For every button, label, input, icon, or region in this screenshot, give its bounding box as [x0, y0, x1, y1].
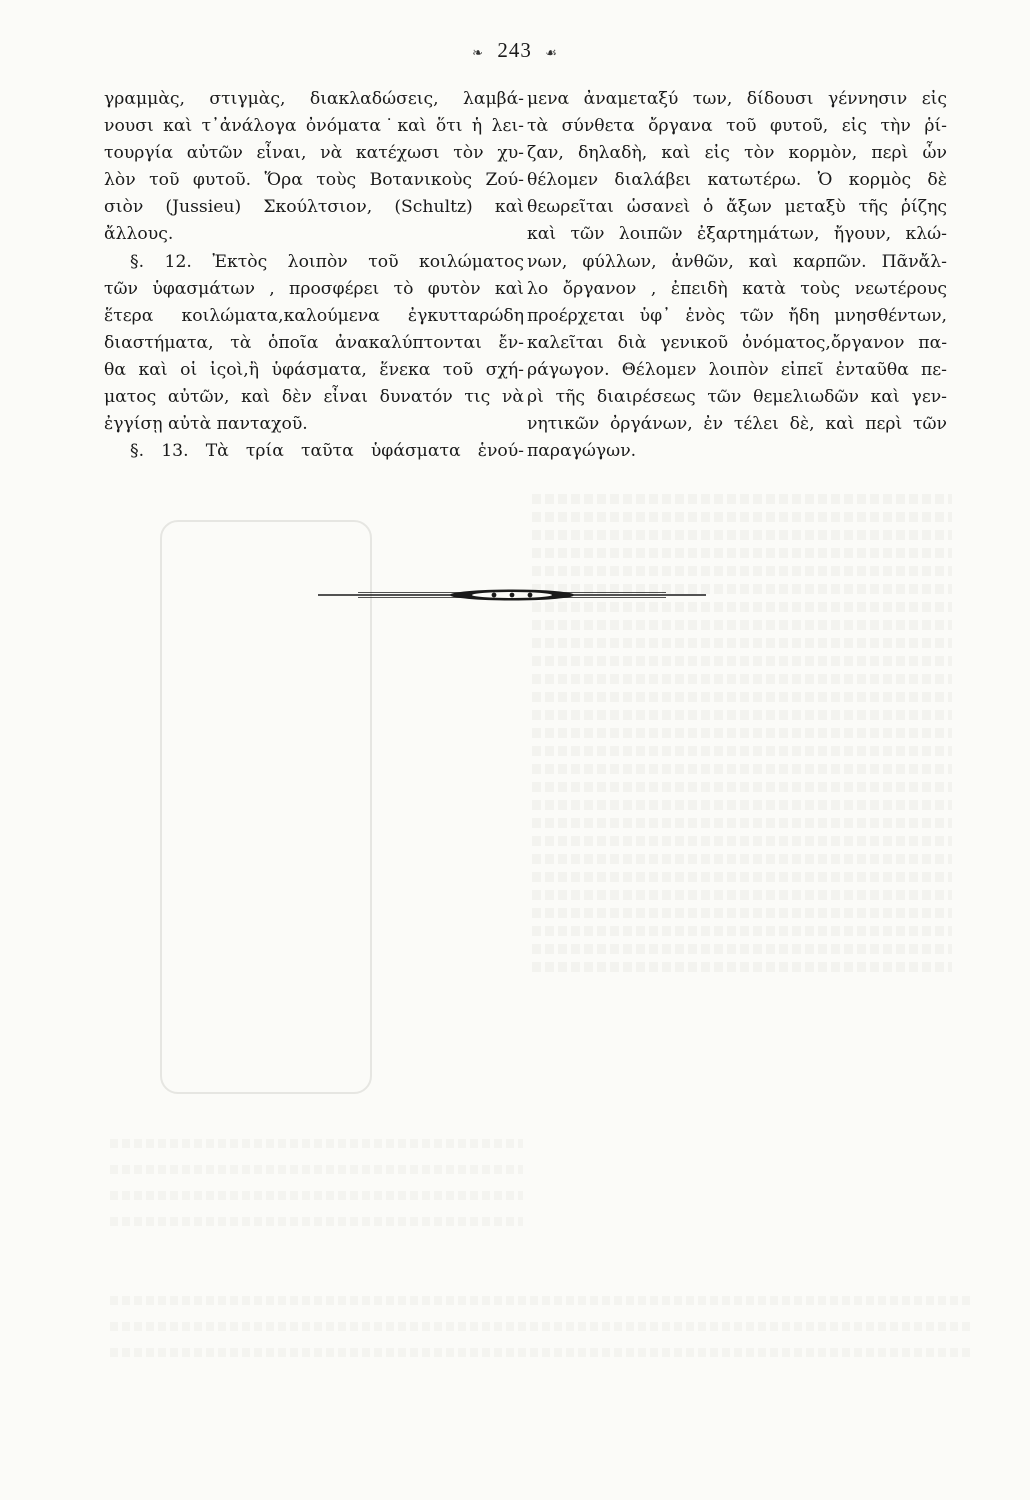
text-line: παραγώγων. [527, 441, 637, 462]
text-line: καλεῖται διὰ γενικοῦ ὀνόματος,ὄργανον πα- [527, 332, 947, 353]
text-line: τουργία αὐτῶν εἶναι, νὰ κατέχωσι τὸν χυ- [104, 143, 524, 164]
text-line: θα καὶ οἱ ἰςοὶ,ἢ ὑφάσματα, ἕνεκα τοῦ σχή- [104, 359, 524, 380]
ornamental-divider [318, 588, 706, 602]
section-13-heading-line: §. 13. Τὰ τρία ταῦτα ὑφάσματα ἑνού- [130, 441, 524, 462]
text-line: θέλομεν διαλάβει κατωτέρω. Ὁ κορμὸς δὲ [527, 170, 947, 191]
text-line: λὸν τοῦ φυτοῦ. Ὅρα τοὺς Βοτανικοὺς Ζού- [104, 170, 524, 191]
right-text-column [527, 86, 947, 465]
text-line: θεωρεῖται ὡσανεὶ ὁ ἄξων μεταξὺ τῆς ῥίζης [527, 197, 947, 218]
text-line: καὶ τῶν λοιπῶν ἐξαρτημάτων, ἤγουν, κλώ- [527, 224, 947, 245]
reverse-side-figure-bleed [160, 520, 372, 1094]
text-line: ἐγγίσῃ αὐτὰ πανταχοῦ. [104, 414, 308, 435]
text-line: ρὶ τῆς διαιρέσεως τῶν θεμελιωδῶν καὶ γεν- [527, 387, 947, 408]
text-line: ματος αὐτῶν, καὶ δὲν εἶναι δυνατόν τις νὰ [104, 387, 524, 408]
text-line: μενα ἀναμεταξύ των, δίδουσι γέννησιν εἰς [527, 89, 947, 109]
section-12-heading-line: §. 12. Ἐκτὸς λοιπὸν τοῦ κοιλώματος [130, 251, 524, 272]
text-line: ζαν, δηλαδὴ, καὶ εἰς τὸν κορμὸν, περὶ ὧν [527, 143, 947, 164]
text-line: ράγωγον. Θέλομεν λοιπὸν εἰπεῖ ἐνταῦθα πε- [527, 359, 947, 380]
text-line: νουσι καὶ τ᾽ἀνάλογα ὀνόματα˙καὶ ὅτι ἡ λει- [104, 116, 524, 137]
text-line: τὰ σύνθετα ὄργανα τοῦ φυτοῦ, εἰς τὴν ῥί- [527, 116, 947, 137]
header-ornament-right-icon: ☙ [545, 46, 558, 61]
text-line: λο ὄργανον , ἐπειδὴ κατὰ τοὺς νεωτέρους [527, 278, 947, 299]
text-line: ἄλλους. [104, 224, 174, 245]
text-line: προέρχεται ὑφ᾽ ἑνὸς τῶν ἤδη μνησθέντων, [527, 305, 947, 326]
page-number: 243 [497, 38, 532, 62]
reverse-side-footer-bleed [110, 1122, 970, 1372]
left-text-column [104, 86, 524, 465]
text-line: σιὸν (Jussieu) Σκούλτσιον, (Schultz) καὶ [104, 197, 524, 218]
page-header [0, 38, 1030, 63]
text-line: διαστήματα, τὰ ὁποῖα ἀνακαλύπτονται ἔν- [104, 332, 524, 353]
text-line: γραμμὰς, στιγμὰς, διακλαδώσεις, λαμβά- [104, 89, 524, 109]
text-line: νων, φύλλων, ἀνθῶν, καὶ καρπῶν. Πᾶνἄλ- [527, 251, 947, 272]
text-line: τῶν ὑφασμάτων , προσφέρει τὸ φυτὸν καὶ [104, 278, 524, 299]
text-line: νητικῶν ὀργάνων, ἐν τέλει δὲ, καὶ περὶ τῶν [527, 414, 947, 435]
text-line: ἕτερα κοιλώματα,καλούμενα ἐγκυτταρώδη [104, 305, 524, 326]
header-ornament-left-icon: ❧ [472, 46, 485, 61]
